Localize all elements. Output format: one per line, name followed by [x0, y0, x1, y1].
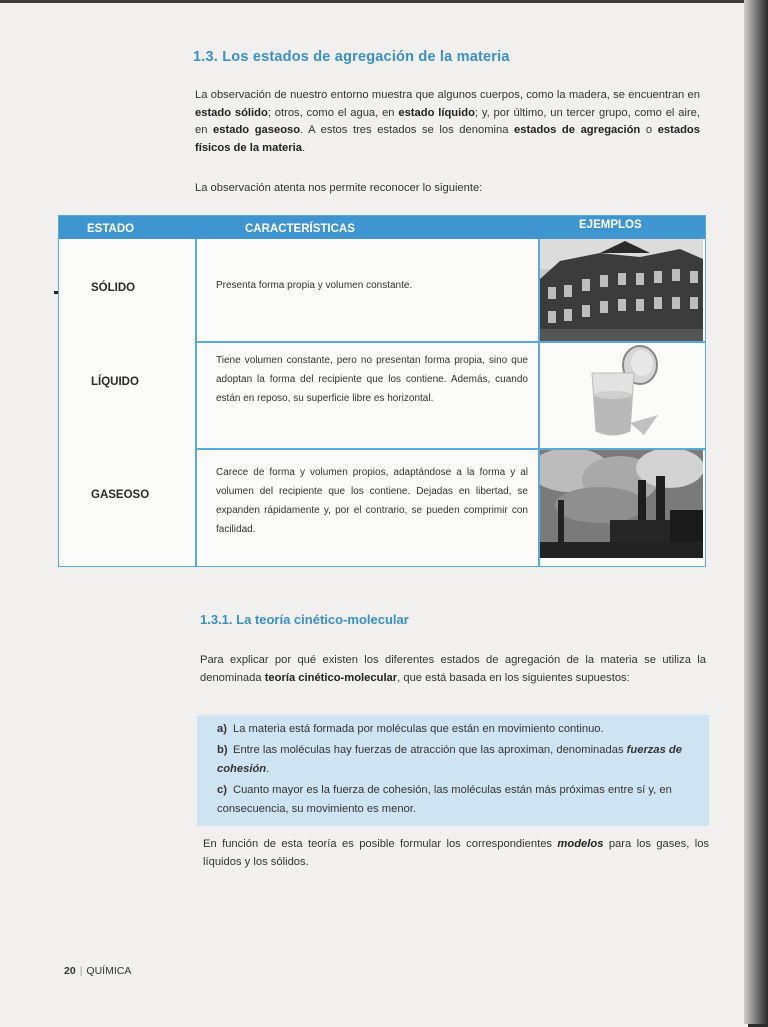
intro-text-6: . [301, 141, 306, 154]
assumption-b-end: . [266, 763, 270, 775]
book-spine-edge [744, 0, 768, 1024]
column-divider-1 [195, 239, 197, 566]
term-gas: estado gaseoso [213, 124, 301, 136]
theory-paragraph [200, 652, 706, 687]
glass-of-liquid-photo [540, 343, 703, 448]
assumption-a-label: a) [217, 723, 227, 735]
closing-text-2: para los gases, los líquidos y los sólidos. [203, 838, 710, 868]
subsection-title: 1.3.1. La teoría cinético-molecular [200, 612, 409, 627]
intro-text-5: o [640, 124, 658, 136]
term-cohesion-forces: fuerzas de cohesión [217, 744, 682, 775]
section-title: 1.3. Los estados de agregación de la materia [193, 49, 510, 65]
intro-paragraph-2: La observación atenta nos permite reconocer lo siguiente: [195, 182, 483, 194]
term-kinetic-theory: teoría cinético-molecular [264, 671, 398, 684]
assumption-c-text: Cuanto mayor es la fuerza de cohesión, las moléculas están más próximas entre sí y, en consecuencia, su movimiento es menor. [217, 784, 672, 815]
gas-description: Carece de forma y volumen propios, adaptándose a la forma y al volumen del recipiente que los contiene. Dejadas en libertad, se expanden rápidamente y, por el contrario, se pueden comprimir con facilidad. [216, 467, 528, 535]
factory-smoke-photo [540, 450, 703, 558]
assumption-c [217, 781, 702, 819]
term-solid: estado sólido [195, 106, 268, 119]
page-number: 20 [64, 965, 76, 977]
assumption-a [217, 720, 702, 739]
assumption-b [217, 741, 702, 779]
solid-description: Presenta forma propia y volumen constante. [216, 280, 413, 291]
intro-text-4: . A estos tres estados se los denomina [300, 124, 515, 136]
footer-subject: QUÍMICA [86, 965, 132, 977]
header-state: ESTADO [87, 223, 135, 235]
intro-text-2: ; otros, como el agua, en [267, 106, 399, 119]
header-examples: EJEMPLOS [579, 219, 642, 231]
intro-text-1: La observación de nuestro entorno muestra que algunos cuerpos, como la madera, se encuentran en [195, 89, 700, 101]
term-models: modelos [557, 838, 604, 850]
intro-paragraph [195, 87, 700, 157]
building-photo [540, 239, 703, 341]
state-solid-label: SÓLIDO [91, 282, 136, 294]
theory-text-2: , que está basada en los siguientes supuestos: [397, 671, 630, 684]
state-liquid-label: LÍQUIDO [91, 376, 139, 388]
theory-text-1: Para explicar por qué existen los diferentes estados de agregación de la materia se utiliza la denominada [200, 654, 706, 684]
assumption-a-text: La materia está formada por moléculas que están en movimiento continuo. [233, 723, 604, 735]
liquid-description: Tiene volumen constante, pero no presentan forma propia, sino que adoptan la forma del recipiente que los contiene. Además, cuando están en reposo, su superficie libre es horizontal. [216, 355, 528, 404]
assumption-b-label: b) [217, 744, 228, 756]
closing-text-1: En función de esta teoría es posible formular los correspondientes [203, 838, 558, 850]
table-header [59, 216, 705, 239]
term-aggregation-states: estados de agregación [514, 124, 641, 136]
intro-text-3: ; y, por último, un tercer grupo, como el aire, en [195, 106, 700, 136]
states-table [58, 215, 706, 567]
assumption-c-label: c) [217, 784, 227, 796]
term-liquid: estado líquido [398, 106, 475, 119]
assumption-b-text: Entre las moléculas hay fuerzas de atracción que las aproximan, denominadas [233, 744, 627, 756]
page-footer [64, 965, 131, 977]
state-gas-label: GASEOSO [91, 489, 150, 501]
term-physical-states: estados físicos de la materia [195, 124, 700, 154]
header-characteristics: CARACTERÍSTICAS [245, 223, 355, 235]
footer-separator: | [79, 965, 83, 977]
closing-paragraph [203, 836, 709, 871]
